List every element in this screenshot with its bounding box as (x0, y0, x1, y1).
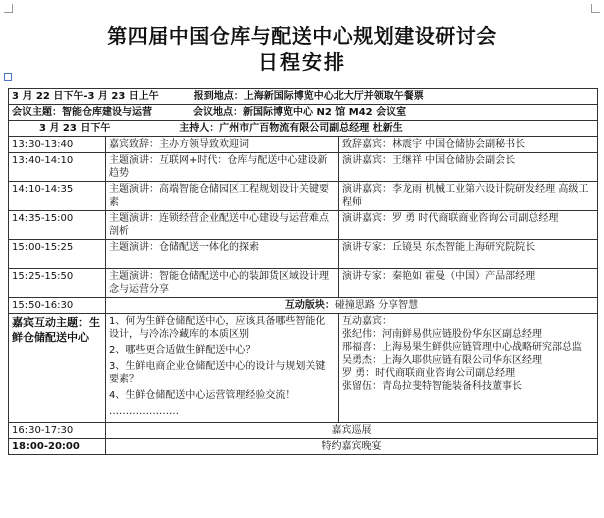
checkin-location: 报到地点：上海新国际博览中心北大厅并领取午餐票 (193, 91, 424, 102)
panel-question: 3、生鲜电商企业仓储配送中心的设计与规划关键要素？ (109, 361, 326, 385)
date-range: 3 月 22 日下午-3 月 23 日上午 (12, 91, 159, 102)
panel-guest-heading: 互动嘉宾： (342, 316, 392, 327)
interactive-row (9, 298, 598, 314)
row-time: 15:00-15:25 (9, 240, 106, 269)
row-topic: 主题演讲：高端智能仓储园区工程规划设计关键要素 (106, 182, 339, 211)
table-move-handle-icon[interactable] (4, 73, 12, 81)
header-row-host (9, 121, 598, 137)
interactive-text: 碰撞思路 分享智慧 (334, 300, 419, 311)
row-topic: 嘉宾致辞：主办方领导致欢迎词 (106, 137, 339, 153)
panel-question-ellipsis: ………………… (109, 406, 179, 417)
panel-guest: 邢福喜：上海易果生鲜供应链管理中心战略研究部总监 (342, 342, 582, 353)
dinner-text: 特约嘉宾晚宴 (106, 439, 598, 455)
table-row (9, 153, 598, 182)
conference-title: 第四届中国仓库与配送中心规划建设研讨会 (107, 24, 497, 48)
row-time: 18:00-20:00 (9, 439, 106, 455)
tour-text: 嘉宾巡展 (106, 423, 598, 439)
row-speaker: 演讲专家：秦艳如 霍曼（中国）产品部经理 (339, 269, 598, 298)
page-corner-mark-left (4, 4, 13, 13)
row-speaker: 演讲嘉宾：李龙雨 机械工业第六设计院研发经理 高级工程师 (339, 182, 598, 211)
schedule-table (8, 88, 598, 455)
row-time: 15:50-16:30 (9, 298, 106, 314)
panel-questions (106, 314, 339, 423)
panel-guests (339, 314, 598, 423)
row-speaker: 演讲专家：丘镜昊 东杰智能上海研究院院长 (339, 240, 598, 269)
table-row (9, 137, 598, 153)
row-time: 14:35-15:00 (9, 211, 106, 240)
host: 主持人：广州市广百物流有限公司副总经理 杜新生 (179, 123, 403, 134)
interactive-label: 互动版块： (284, 300, 335, 311)
row-topic: 主题演讲：互联网+时代：仓库与配送中心建设新趋势 (106, 153, 339, 182)
table-row (9, 240, 598, 269)
row-time: 16:30-17:30 (9, 423, 106, 439)
row-speaker: 演讲嘉宾：王继祥 中国仓储协会副会长 (339, 153, 598, 182)
row-topic: 主题演讲：仓储配送一体化的探索 (106, 240, 339, 269)
table-row (9, 211, 598, 240)
meeting-theme: 会议主题：智能仓库建设与运营 (12, 107, 152, 118)
meeting-location: 会议地点：新国际博览中心 N2 馆 M42 会议室 (192, 107, 407, 118)
row-topic: 主题演讲：智能仓储配送中心的装卸货区域设计理念与运营分享 (106, 269, 339, 298)
row-topic: 主题演讲：连锁经营企业配送中心建设与运营难点剖析 (106, 211, 339, 240)
row-time: 13:40-14:10 (9, 153, 106, 182)
panel-question: 1、何为生鲜仓储配送中心，应该具备哪些智能化设计，与冷冻冷藏库的本质区别 (109, 316, 326, 340)
row-time: 15:25-15:50 (9, 269, 106, 298)
tour-row (9, 423, 598, 439)
header-row-venue (9, 105, 598, 121)
row-speaker: 演讲嘉宾：罗 勇 时代商联商业咨询公司副总经理 (339, 211, 598, 240)
panel-question: 2、哪些更合适做生鲜配送中心？ (109, 345, 256, 356)
table-row (9, 182, 598, 211)
panel-row (9, 314, 598, 423)
session-day: 3 月 23 日下午 (39, 123, 111, 134)
schedule-heading: 日程安排 (258, 50, 346, 74)
panel-guest: 张留伍：青岛拉斐特智能装备科技董事长 (342, 381, 522, 392)
panel-guest: 罗 勇：时代商联商业咨询公司副总经理 (342, 368, 516, 379)
panel-title: 嘉宾互动主题：生鲜仓储配送中心 (9, 314, 106, 423)
dinner-row (9, 439, 598, 455)
table-row (9, 269, 598, 298)
panel-guest: 张纪伟：河南鲜易供应链股份华东区副总经理 (342, 329, 542, 340)
row-time: 14:10-14:35 (9, 182, 106, 211)
page-corner-mark-right (591, 4, 600, 13)
row-speaker: 致辞嘉宾：林震宇 中国仓储协会副秘书长 (339, 137, 598, 153)
panel-guest: 吴勇杰：上海久耶供应链有限公司华东区经理 (342, 355, 542, 366)
row-time: 13:30-13:40 (9, 137, 106, 153)
header-row-dates (9, 89, 598, 105)
panel-question: 4、生鲜仓储配送中心运营管理经验交流！ (109, 390, 296, 401)
